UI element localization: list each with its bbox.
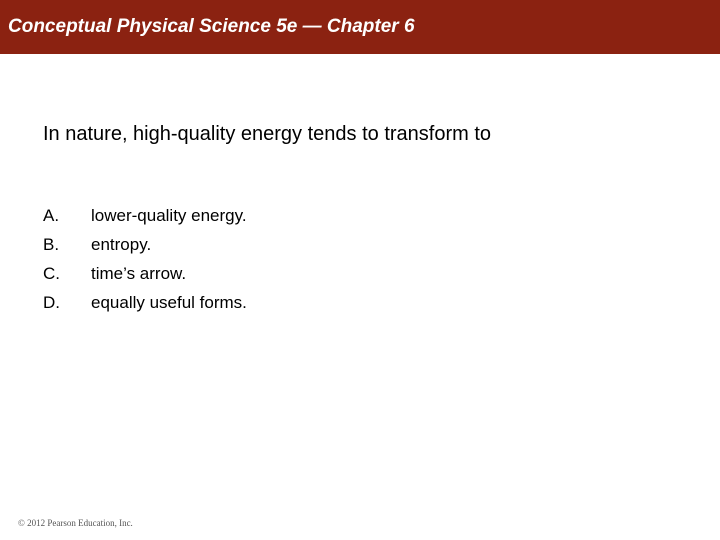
choice-text: lower-quality energy. bbox=[91, 206, 247, 225]
choice-text: entropy. bbox=[91, 235, 152, 254]
slide-header-title: Conceptual Physical Science 5e — Chapter 6 bbox=[8, 16, 415, 37]
choice-text: equally useful forms. bbox=[91, 293, 247, 312]
choice-letter: D. bbox=[43, 293, 60, 312]
question-text: In nature, high-quality energy tends to transform to bbox=[43, 123, 492, 145]
choice-text: time’s arrow. bbox=[91, 264, 187, 283]
choice-letter: C. bbox=[43, 264, 60, 283]
choice-letter: B. bbox=[43, 235, 60, 254]
choice-letter: A. bbox=[43, 206, 60, 225]
copyright-footer: © 2012 Pearson Education, Inc. bbox=[18, 518, 133, 528]
header-bar bbox=[0, 0, 720, 54]
